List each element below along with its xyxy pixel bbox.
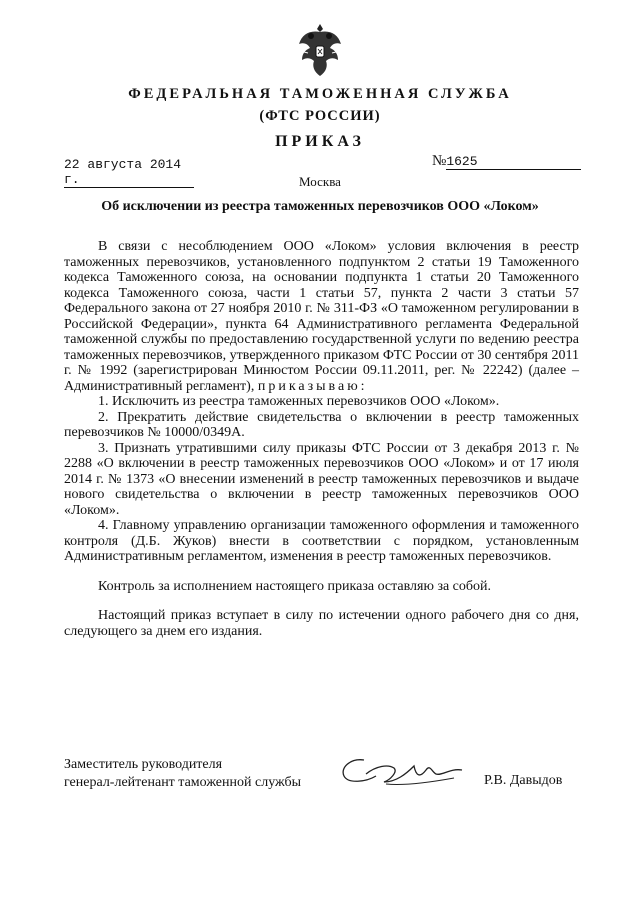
double-headed-eagle-emblem-icon — [296, 20, 344, 80]
order-number-block — [432, 153, 581, 170]
effective-paragraph: Настоящий приказ вступает в силу по истечении одного рабочего дня со дня, следующего за днем его издания. — [64, 608, 579, 639]
order-subject: Об исключении из реестра таможенных перевозчиков ООО «Локом» — [101, 199, 539, 214]
number-sign: № — [432, 153, 447, 169]
control-paragraph: Контроль за исполнением настоящего приказа оставляю за собой. — [98, 578, 492, 594]
preamble-paragraph — [64, 239, 579, 394]
order-item-3: 3. Признать утратившими силу приказы ФТС России от 3 декабря 2013 г. № 2288 «О включении в реестр таможенных перевозчиков ООО «Локом» и от 17 июля 2014 г. № 1373 «О внесении изменений в реестр таможенных перевозчиков и выдаче нового свидетельства о включении в реестр таможенных перевозчиков ООО «Локом». — [64, 440, 579, 518]
city: Москва — [299, 174, 341, 189]
order-word: приказываю: — [257, 378, 368, 394]
signatory-position-line-1: Заместитель руководителя — [64, 757, 223, 772]
order-item-2: 2. Прекратить действие свидетельства о включении в реестр таможенных перевозчиков № 10000/0349А. — [64, 409, 579, 440]
signatory-position — [64, 756, 301, 792]
order-item-4: 4. Главному управлению организации таможенного оформления и таможенного контроля (Д.Б. Жуков) внести в соответствии с порядком, установленным Административным регламентом, изменения в реестр таможенных перевозчиков. — [64, 518, 579, 564]
order-body — [64, 239, 579, 639]
order-number: 1625 — [446, 154, 581, 170]
signatory-position-line-2: генерал-лейтенант таможенной службы — [64, 775, 302, 790]
agency-name: ФЕДЕРАЛЬНАЯ ТАМОЖЕННАЯ СЛУЖБА — [128, 86, 512, 102]
agency-abbreviation: (ФТС РОССИИ) — [259, 108, 381, 124]
order-date: 22 августа 2014 г. — [64, 157, 194, 188]
handwritten-signature-icon — [336, 752, 466, 792]
order-item-1: 1. Исключить из реестра таможенных перевозчиков ООО «Локом». — [98, 394, 500, 409]
signatory-name: Р.В. Давыдов — [484, 773, 563, 788]
preamble-text: В связи с несоблюдением ООО «Локом» условия включения в реестр таможенных перевозчиков, установленного подпунктом 2 статьи 19 Таможенного кодекса Таможенного союза, на основании подпункта 1 статьи 20 Таможенного кодекса Таможенного союза, части 1 статьи 57, пункта 2 части 3 статьи 57 Федерального закона от 27 ноября 2010 г. № 311-ФЗ «О таможенном регулировании в Российской Федерации», пункта 64 Административного регламента Федеральной таможенной службы по предоставлению государственной услуги по ведению реестра таможенных перевозчиков, утвержденного приказом ФТС России от 30 сентября 2011 г. № 1992 (зарегистрирован Минюстом России 09.11.2011, рег. № 22242) (далее – Административный регламент), — [64, 239, 579, 394]
document-type-title: ПРИКАЗ — [275, 133, 365, 150]
